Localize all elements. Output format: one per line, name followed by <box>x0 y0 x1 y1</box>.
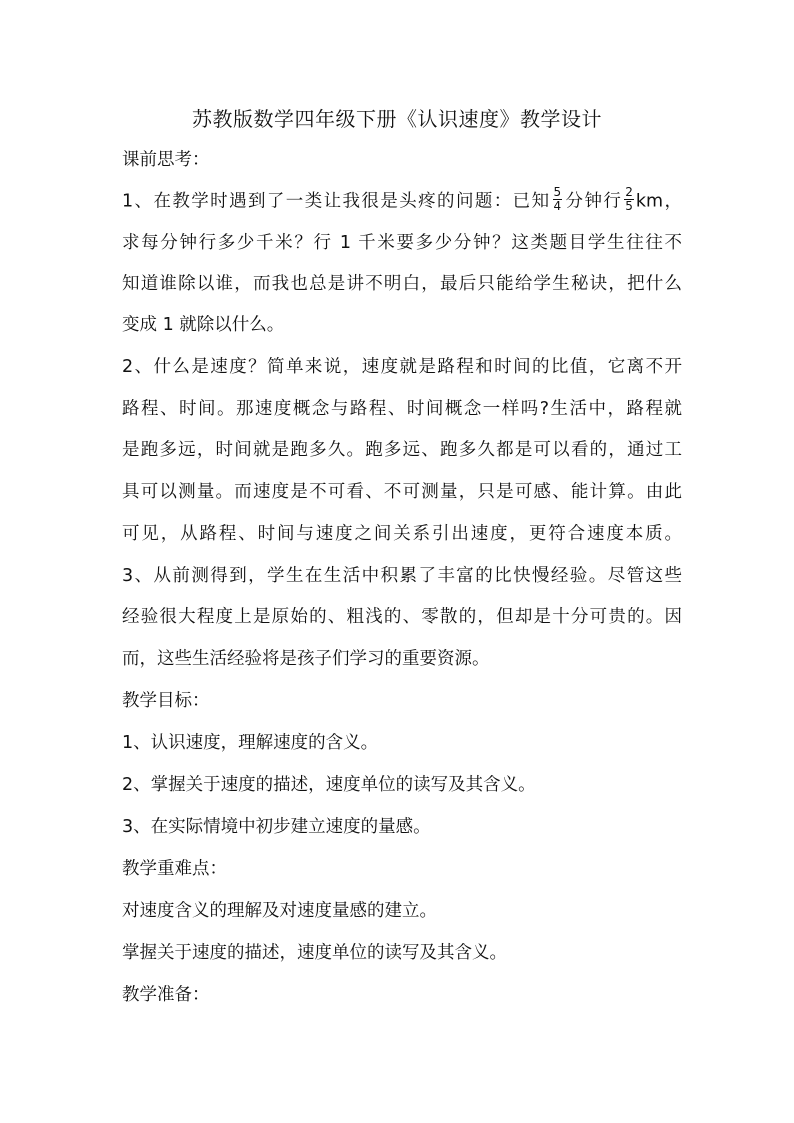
section-heading-key-points: 教学重难点： <box>122 859 227 879</box>
goal-item: 2、掌握关于速度的描述，速度单位的读写及其含义。 <box>122 775 536 795</box>
paragraph-2-line-2: 路程、时间。那速度概念与路程、时间概念一样吗?生活中，路程就 <box>122 399 682 419</box>
paragraph-1-line-3: 知道谁除以谁，而我也总是讲不明白，最后只能给学生秘诀，把什么 <box>122 274 682 294</box>
section-heading-goals: 教学目标： <box>122 691 210 711</box>
section-heading-think: 课前思考： <box>122 150 210 170</box>
p1-mid: 分钟行 <box>564 191 623 212</box>
p1-prefix: 1、在教学时遇到了一类让我很是头疼的问题：已知 <box>122 191 551 212</box>
paragraph-3-line-3: 而，这些生活经验将是孩子们学习的重要资源。 <box>122 649 490 669</box>
goal-item: 1、认识速度，理解速度的含义。 <box>122 733 379 753</box>
paragraph-2-line-4: 具可以测量。而速度是不可看、不可测量，只是可感、能计算。由此 <box>122 482 682 502</box>
page-title: 苏教版数学四年级下册《认识速度》教学设计 <box>192 107 602 131</box>
section-heading-preparation: 教学准备： <box>122 985 210 1005</box>
paragraph-1-line-2: 求每分钟行多少千米？行 1 千米要多少分钟？这类题目学生往往不 <box>122 233 682 253</box>
paragraph-3-line-1: 3、从前测得到，学生在生活中积累了丰富的比快慢经验。尽管这些 <box>122 566 682 586</box>
paragraph-3-line-2: 经验很大程度上是原始的、粗浅的、零散的，但却是十分可贵的。因 <box>122 607 682 627</box>
goal-item: 3、在实际情境中初步建立速度的量感。 <box>122 817 431 837</box>
paragraph-2-line-3: 是跑多远，时间就是跑多久。跑多远、跑多久都是可以看的，通过工 <box>122 440 682 460</box>
paragraph-2-line-5: 可见，从路程、时间与速度之间关系引出速度，更符合速度本质。 <box>122 524 682 544</box>
paragraph-1-line-1 <box>122 185 683 215</box>
fraction-2-over-5: $\frac{2}{5}$ <box>625 185 633 213</box>
paragraph-2-line-1: 2、什么是速度？简单来说，速度就是路程和时间的比值，它离不开 <box>122 357 682 377</box>
fraction-5-over-4: $\frac{5}{4}$ <box>553 185 562 213</box>
paragraph-1-line-4: 变成 1 就除以什么。 <box>122 315 285 335</box>
key-point-item: 对速度含义的理解及对速度量感的建立。 <box>122 901 437 921</box>
key-point-item: 掌握关于速度的描述，速度单位的读写及其含义。 <box>122 943 507 963</box>
p1-suffix: km， <box>635 191 683 212</box>
